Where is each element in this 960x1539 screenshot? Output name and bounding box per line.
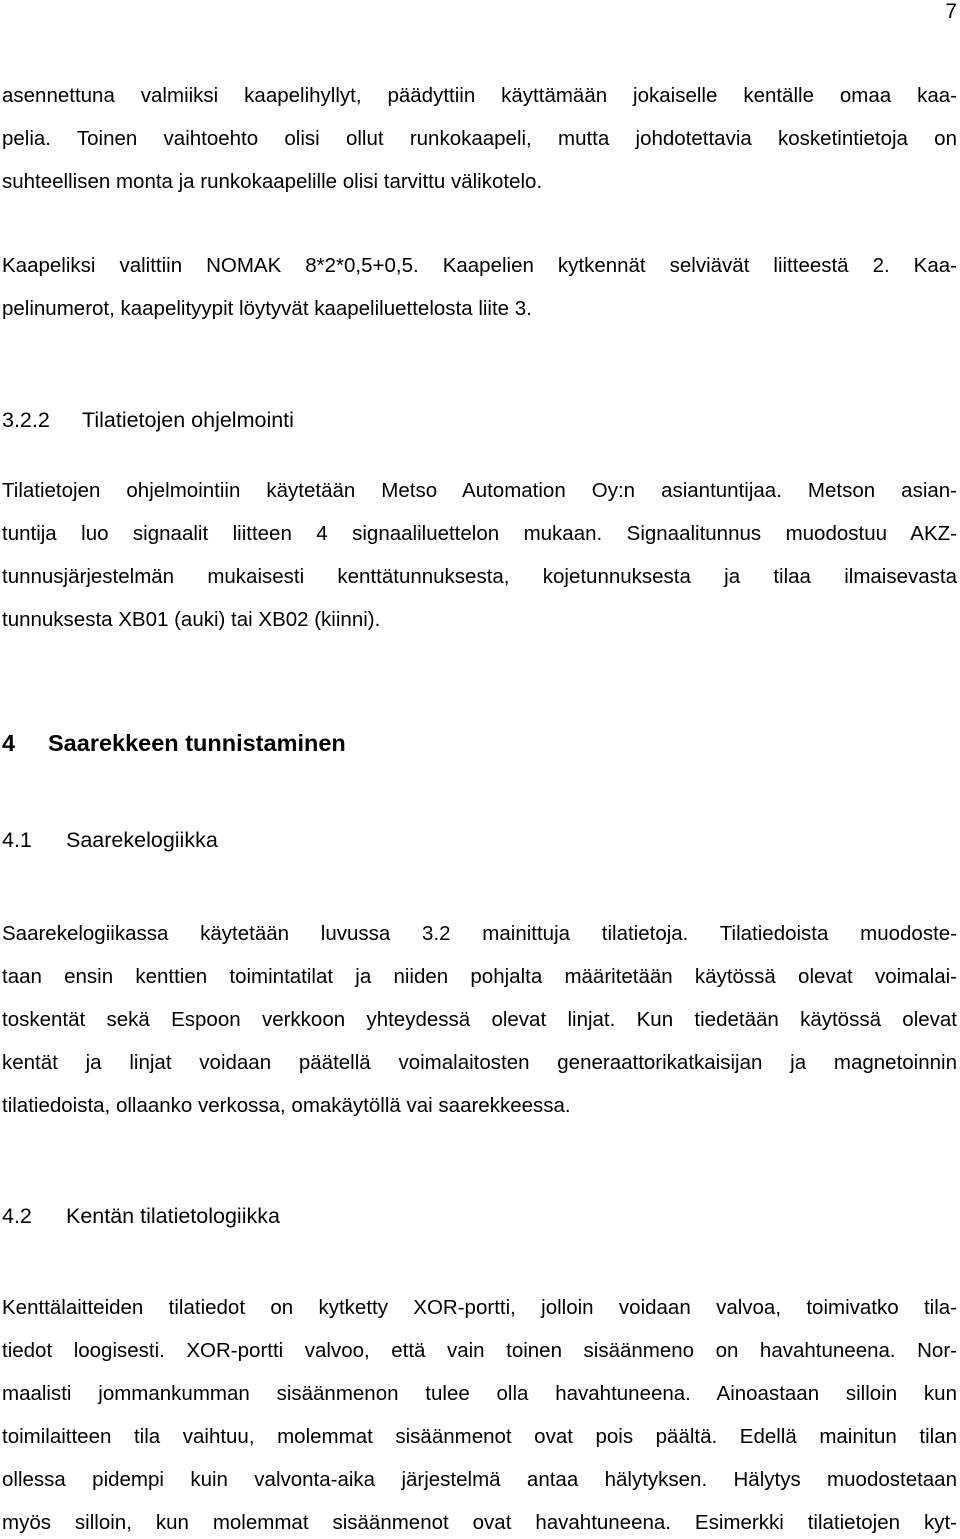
text-line: tiedot loogisesti. XOR-portti valvoo, että vain toinen sisäänmeno on havahtuneena. Nor- (2, 1339, 957, 1362)
text-line: Tilatietojen ohjelmointiin käytetään Metso Automation Oy:n asiantuntijaa. Metson asian- (2, 479, 957, 502)
text-line: taan ensin kenttien toimintatilat ja niiden pohjalta määritetään käytössä olevat voimalai- (2, 965, 957, 988)
page-number: 7 (945, 0, 957, 23)
text-line: tunnusjärjestelmän mukaisesti kenttätunnuksesta, kojetunnuksesta ja tilaa ilmaisevasta (2, 565, 957, 588)
text-line: tilatiedoista, ollaanko verkossa, omakäytöllä vai saarekkeessa. (2, 1094, 571, 1117)
heading-title: Saarekelogiikka (66, 828, 218, 852)
heading-number: 4 (2, 730, 16, 756)
heading-number: 4.1 (2, 828, 32, 852)
text-line: kentät ja linjat voidaan päätellä voimalaitosten generaattorikatkaisijan ja magnetoinnin (2, 1051, 957, 1074)
text-line: pelia. Toinen vaihtoehto olisi ollut runkokaapeli, mutta johdotettavia kosketintietoja on (2, 127, 957, 150)
heading-title: Tilatietojen ohjelmointi (82, 408, 294, 432)
text-line: pelinumerot, kaapelityypit löytyvät kaapeliluettelosta liite 3. (2, 297, 532, 320)
text-line: toimilaitteen tila vaihtuu, molemmat sisäänmenot ovat pois päältä. Edellä mainitun tilan (2, 1425, 957, 1448)
heading-title: Kentän tilatietologiikka (66, 1204, 280, 1228)
text-line: tunnuksesta XB01 (auki) tai XB02 (kiinni). (2, 608, 381, 631)
text-line: suhteellisen monta ja runkokaapelille olisi tarvittu välikotelo. (2, 170, 543, 193)
text-line: toskentät sekä Espoon verkkoon yhteydessä olevat linjat. Kun tiedetään käytössä olevat (2, 1008, 957, 1031)
text-line: Kenttälaitteiden tilatiedot on kytketty XOR-portti, jolloin voidaan valvoa, toimivatko tila- (2, 1296, 957, 1319)
text-line: myös silloin, kun molemmat sisäänmenot ovat havahtuneena. Esimerkki tilatietojen kyt- (2, 1511, 957, 1534)
text-line: asennettuna valmiiksi kaapelihyllyt, päädyttiin käyttämään jokaiselle kentälle omaa kaa- (2, 84, 957, 107)
text-line: ollessa pidempi kuin valvonta-aika järjestelmä antaa hälytyksen. Hälytys muodostetaan (2, 1468, 957, 1491)
text-line: Saarekelogiikassa käytetään luvussa 3.2 mainittuja tilatietoja. Tilatiedoista muodoste- (2, 922, 957, 945)
text-line: tuntija luo signaalit liitteen 4 signaaliluettelon mukaan. Signaalitunnus muodostuu AKZ- (2, 522, 957, 545)
text-line: Kaapeliksi valittiin NOMAK 8*2*0,5+0,5. Kaapelien kytkennät selviävät liitteestä 2. Kaa- (2, 254, 957, 277)
text-line: maalisti jommankumman sisäänmenon tulee olla havahtuneena. Ainoastaan silloin kun (2, 1382, 957, 1405)
heading-number: 3.2.2 (2, 408, 50, 432)
heading-title: Saarekkeen tunnistaminen (48, 730, 346, 756)
heading-number: 4.2 (2, 1204, 32, 1228)
